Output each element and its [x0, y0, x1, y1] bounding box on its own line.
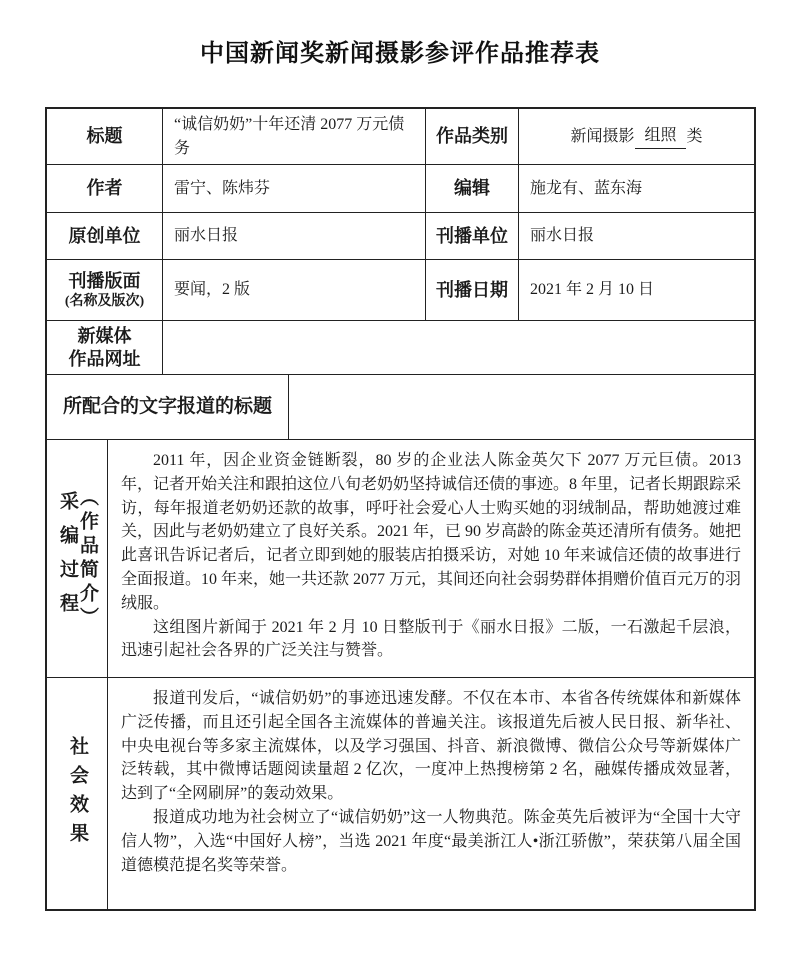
table-row [47, 213, 754, 260]
table-row [47, 260, 754, 321]
table-row [47, 678, 754, 909]
field-value-publish-page: 要闻，2 版 [163, 260, 426, 320]
field-value-publish-unit: 丽水日报 [530, 227, 595, 244]
social-effect-paragraph-1: 报道刊发后，“诚信奶奶”的事迹迅速发酵。不仅在本市、本省各传统媒体和新媒体广泛传播，而且还引起全国各主流媒体的普遍关注。该报道先后被人民日报、新华社、中央电视台等多家主流媒体，以及学习强国、抖音、新浪微博、微信公众号等新媒体广泛转载，其中微博话题阅读量超 2 亿次，一度冲上热搜榜第 2 名，融媒传播成效显著，达到了“全网刷屏”的轰动效果。 [121, 690, 741, 803]
field-value-text-report-title [289, 375, 754, 439]
table-row [47, 165, 754, 213]
newmedia-label-line1: 新媒体 [77, 326, 132, 346]
table-row [47, 321, 754, 375]
page-title: 中国新闻奖新闻摄影参评作品推荐表 [200, 41, 600, 67]
category-underlined-value: 组照 [635, 124, 685, 149]
table-row [47, 109, 754, 165]
field-value-editing-process [108, 440, 754, 663]
field-value-social-effect [108, 678, 754, 877]
work-summary-label: （作品简介） [76, 486, 98, 631]
field-value-editor: 施龙有、蓝东海 [530, 179, 643, 197]
publish-page-label-line1: 刊播版面 [68, 271, 141, 291]
vertical-label-wrap [47, 440, 107, 677]
editing-process-label: 采编过程 [57, 490, 78, 627]
category-suffix: 类 [686, 127, 703, 145]
field-label-editing-process [47, 440, 108, 677]
field-label-title: 标题 [47, 109, 163, 164]
social-effect-text [121, 687, 741, 877]
editing-process-paragraph-2: 这组图片新闻于 2021 年 2 月 10 日整版刊于《丽水日报》二版，一石激起千层浪，迅速引起社会各界的广泛关注与赞誉。 [121, 618, 741, 660]
field-label-newmedia-url [47, 321, 163, 374]
field-value-publish-date: 2021 年 2 月 10 日 [530, 281, 655, 298]
editing-process-text [121, 449, 741, 663]
field-value-newmedia-url [163, 321, 754, 374]
field-label-author: 作者 [47, 165, 163, 212]
field-label-publish-unit: 刊播单位 [426, 213, 519, 259]
field-label-category: 作品类别 [426, 109, 519, 164]
table-row [47, 440, 754, 678]
category-prefix: 新闻摄影 [570, 127, 635, 145]
editing-process-paragraph-1: 2011 年，因企业资金链断裂，80 岁的企业法人陈金英欠下 2077 万元巨债。2013 年，记者开始关注和跟拍这位八旬老奶奶坚持诚信还债的事迹。8 年里，记者长期跟踪采访，每年报道老奶奶还款的故事，呼吁社会爱心人士购买她的羽绒制品，帮助她渡过难关，因此与老奶奶建立了良好关系。2021 年，已 90 岁高龄的陈金英还清所有债务。她把此喜讯告诉记者后，记者立即到她的服装店拍摄采访，对她 10 年来诚信还债的故事进行全面报道。10 年来，她一共还款 2077 万元，其间还向社会弱势群体捐赠价值百元万的羽绒服。 [121, 452, 742, 612]
table-row [47, 375, 754, 440]
field-label-social-effect [47, 678, 108, 909]
field-label-publish-page [47, 260, 163, 320]
form-table [45, 107, 756, 911]
social-effect-paragraph-2: 报道成功地为社会树立了“诚信奶奶”这一人物典范。陈金英先后被评为“全国十大守信人物”，入选“中国好人榜”，当选 2021 年度“最美浙江人•浙江骄傲”，荣获第八届全国道德模范提名奖等荣誉。 [121, 808, 741, 874]
field-value-origin-unit: 丽水日报 [163, 213, 426, 259]
newmedia-label-line2: 作品网址 [68, 348, 141, 369]
field-label-origin-unit: 原创单位 [47, 213, 163, 259]
social-effect-label: 社会效果 [66, 735, 88, 852]
vertical-label-wrap [47, 678, 107, 909]
publish-page-label-line2: (名称及版次) [64, 293, 145, 309]
field-value-title: “诚信奶奶”十年还清 2077 万元债务 [163, 109, 426, 164]
field-label-text-report-title: 所配合的文字报道的标题 [47, 375, 289, 439]
field-label-publish-date: 刊播日期 [426, 260, 519, 320]
field-label-editor: 编辑 [426, 165, 519, 212]
field-value-author: 雷宁、陈炜芬 [163, 165, 426, 212]
field-value-category [519, 109, 754, 164]
